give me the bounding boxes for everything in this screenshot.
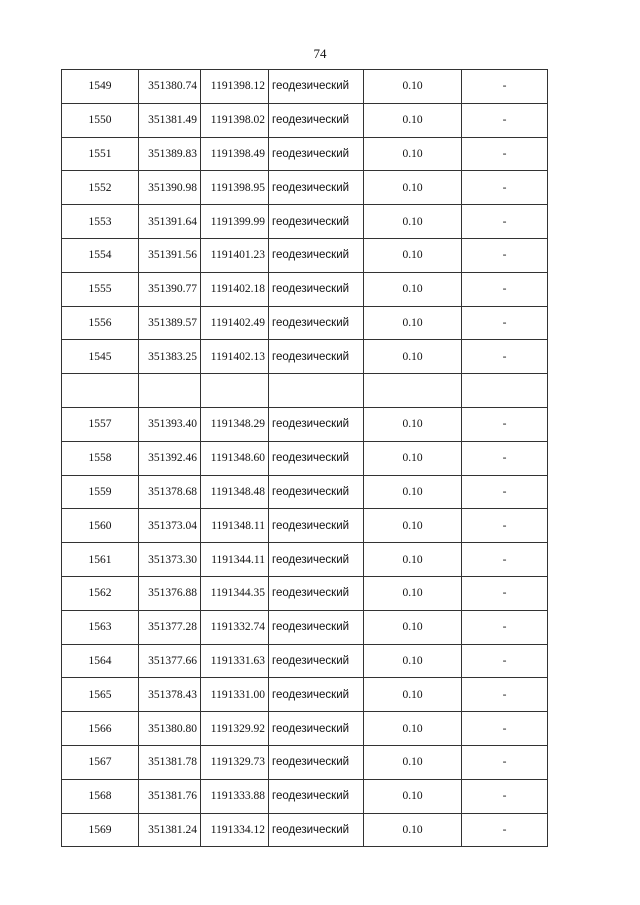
table-row <box>62 238 548 272</box>
error-cell: 0.10 <box>364 137 462 171</box>
y-coordinate-cell: 1191344.35 <box>201 576 269 610</box>
x-coordinate-cell: 351391.64 <box>139 205 201 239</box>
method-cell: геодезический <box>269 238 364 272</box>
method-cell: геодезический <box>269 779 364 813</box>
x-coordinate-cell: 351376.88 <box>139 576 201 610</box>
error-cell: 0.10 <box>364 712 462 746</box>
note-cell: - <box>462 779 548 813</box>
y-coordinate-cell: 1191348.11 <box>201 509 269 543</box>
note-cell: - <box>462 103 548 137</box>
method-cell: геодезический <box>269 306 364 340</box>
point-number-cell: 1560 <box>62 509 139 543</box>
y-coordinate-cell: 1191398.02 <box>201 103 269 137</box>
error-cell: 0.10 <box>364 576 462 610</box>
point-number-cell: 1550 <box>62 103 139 137</box>
y-coordinate-cell: 1191398.12 <box>201 70 269 104</box>
error-cell: 0.10 <box>364 678 462 712</box>
table-row <box>62 813 548 847</box>
error-cell <box>364 374 462 408</box>
x-coordinate-cell: 351383.25 <box>139 340 201 374</box>
error-cell: 0.10 <box>364 509 462 543</box>
table-row <box>62 441 548 475</box>
note-cell: - <box>462 205 548 239</box>
method-cell: геодезический <box>269 678 364 712</box>
x-coordinate-cell: 351380.80 <box>139 712 201 746</box>
table-row <box>62 205 548 239</box>
table-row <box>62 712 548 746</box>
note-cell: - <box>462 644 548 678</box>
error-cell: 0.10 <box>364 543 462 577</box>
point-number-cell: 1566 <box>62 712 139 746</box>
point-number-cell: 1552 <box>62 171 139 205</box>
y-coordinate-cell: 1191333.88 <box>201 779 269 813</box>
method-cell: геодезический <box>269 745 364 779</box>
x-coordinate-cell: 351373.30 <box>139 543 201 577</box>
error-cell: 0.10 <box>364 272 462 306</box>
y-coordinate-cell: 1191331.63 <box>201 644 269 678</box>
note-cell: - <box>462 745 548 779</box>
method-cell: геодезический <box>269 340 364 374</box>
error-cell: 0.10 <box>364 745 462 779</box>
error-cell: 0.10 <box>364 171 462 205</box>
y-coordinate-cell: 1191329.92 <box>201 712 269 746</box>
x-coordinate-cell: 351390.98 <box>139 171 201 205</box>
y-coordinate-cell: 1191348.29 <box>201 407 269 441</box>
table-row <box>62 340 548 374</box>
point-number-cell: 1553 <box>62 205 139 239</box>
point-number-cell: 1557 <box>62 407 139 441</box>
table-row <box>62 171 548 205</box>
note-cell: - <box>462 441 548 475</box>
point-number-cell: 1559 <box>62 475 139 509</box>
method-cell: геодезический <box>269 610 364 644</box>
note-cell: - <box>462 171 548 205</box>
method-cell: геодезический <box>269 441 364 475</box>
method-cell: геодезический <box>269 205 364 239</box>
error-cell: 0.10 <box>364 407 462 441</box>
method-cell <box>269 374 364 408</box>
error-cell: 0.10 <box>364 813 462 847</box>
note-cell: - <box>462 509 548 543</box>
point-number-cell: 1551 <box>62 137 139 171</box>
table-row <box>62 407 548 441</box>
point-number-cell: 1556 <box>62 306 139 340</box>
error-cell: 0.10 <box>364 70 462 104</box>
y-coordinate-cell: 1191398.49 <box>201 137 269 171</box>
table-row <box>62 272 548 306</box>
note-cell: - <box>462 306 548 340</box>
x-coordinate-cell: 351393.40 <box>139 407 201 441</box>
point-number-cell: 1558 <box>62 441 139 475</box>
method-cell: геодезический <box>269 407 364 441</box>
table-row <box>62 644 548 678</box>
table-row <box>62 509 548 543</box>
point-number-cell: 1549 <box>62 70 139 104</box>
point-number-cell: 1555 <box>62 272 139 306</box>
y-coordinate-cell: 1191348.60 <box>201 441 269 475</box>
x-coordinate-cell: 351392.46 <box>139 441 201 475</box>
point-number-cell: 1565 <box>62 678 139 712</box>
y-coordinate-cell: 1191399.99 <box>201 205 269 239</box>
note-cell: - <box>462 70 548 104</box>
y-coordinate-cell: 1191398.95 <box>201 171 269 205</box>
x-coordinate-cell: 351381.76 <box>139 779 201 813</box>
y-coordinate-cell: 1191402.13 <box>201 340 269 374</box>
note-cell: - <box>462 407 548 441</box>
note-cell: - <box>462 475 548 509</box>
table-row <box>62 475 548 509</box>
x-coordinate-cell: 351380.74 <box>139 70 201 104</box>
method-cell: геодезический <box>269 543 364 577</box>
point-number-cell: 1568 <box>62 779 139 813</box>
point-number-cell <box>62 374 139 408</box>
x-coordinate-cell: 351381.78 <box>139 745 201 779</box>
note-cell: - <box>462 272 548 306</box>
table-row <box>62 779 548 813</box>
x-coordinate-cell: 351391.56 <box>139 238 201 272</box>
table-row <box>62 678 548 712</box>
y-coordinate-cell: 1191402.49 <box>201 306 269 340</box>
method-cell: геодезический <box>269 644 364 678</box>
page-number: 74 <box>313 46 327 61</box>
x-coordinate-cell: 351373.04 <box>139 509 201 543</box>
method-cell: геодезический <box>269 712 364 746</box>
x-coordinate-cell: 351381.49 <box>139 103 201 137</box>
table-row <box>62 306 548 340</box>
x-coordinate-cell: 351389.83 <box>139 137 201 171</box>
point-number-cell: 1563 <box>62 610 139 644</box>
note-cell: - <box>462 813 548 847</box>
point-number-cell: 1561 <box>62 543 139 577</box>
note-cell <box>462 374 548 408</box>
method-cell: геодезический <box>269 103 364 137</box>
note-cell: - <box>462 543 548 577</box>
table-row <box>62 374 548 408</box>
note-cell: - <box>462 610 548 644</box>
y-coordinate-cell: 1191332.74 <box>201 610 269 644</box>
point-number-cell: 1545 <box>62 340 139 374</box>
error-cell: 0.10 <box>364 779 462 813</box>
coordinates-table <box>61 69 548 847</box>
table-row <box>62 137 548 171</box>
table-row <box>62 543 548 577</box>
y-coordinate-cell: 1191334.12 <box>201 813 269 847</box>
point-number-cell: 1569 <box>62 813 139 847</box>
method-cell: геодезический <box>269 509 364 543</box>
method-cell: геодезический <box>269 137 364 171</box>
y-coordinate-cell: 1191329.73 <box>201 745 269 779</box>
method-cell: геодезический <box>269 171 364 205</box>
method-cell: геодезический <box>269 272 364 306</box>
method-cell: геодезический <box>269 475 364 509</box>
x-coordinate-cell: 351377.66 <box>139 644 201 678</box>
table-row <box>62 103 548 137</box>
note-cell: - <box>462 340 548 374</box>
x-coordinate-cell: 351378.43 <box>139 678 201 712</box>
error-cell: 0.10 <box>364 306 462 340</box>
table-row <box>62 610 548 644</box>
note-cell: - <box>462 238 548 272</box>
method-cell: геодезический <box>269 70 364 104</box>
y-coordinate-cell: 1191402.18 <box>201 272 269 306</box>
error-cell: 0.10 <box>364 475 462 509</box>
y-coordinate-cell <box>201 374 269 408</box>
y-coordinate-cell: 1191401.23 <box>201 238 269 272</box>
note-cell: - <box>462 576 548 610</box>
point-number-cell: 1567 <box>62 745 139 779</box>
table-row <box>62 576 548 610</box>
method-cell: геодезический <box>269 813 364 847</box>
note-cell: - <box>462 678 548 712</box>
y-coordinate-cell: 1191331.00 <box>201 678 269 712</box>
y-coordinate-cell: 1191344.11 <box>201 543 269 577</box>
point-number-cell: 1554 <box>62 238 139 272</box>
error-cell: 0.10 <box>364 205 462 239</box>
x-coordinate-cell: 351377.28 <box>139 610 201 644</box>
x-coordinate-cell: 351390.77 <box>139 272 201 306</box>
point-number-cell: 1562 <box>62 576 139 610</box>
method-cell: геодезический <box>269 576 364 610</box>
error-cell: 0.10 <box>364 644 462 678</box>
point-number-cell: 1564 <box>62 644 139 678</box>
error-cell: 0.10 <box>364 610 462 644</box>
table-row <box>62 70 548 104</box>
error-cell: 0.10 <box>364 238 462 272</box>
note-cell: - <box>462 712 548 746</box>
x-coordinate-cell: 351381.24 <box>139 813 201 847</box>
note-cell: - <box>462 137 548 171</box>
coordinates-table-body <box>62 70 548 847</box>
error-cell: 0.10 <box>364 103 462 137</box>
x-coordinate-cell: 351389.57 <box>139 306 201 340</box>
x-coordinate-cell: 351378.68 <box>139 475 201 509</box>
error-cell: 0.10 <box>364 441 462 475</box>
x-coordinate-cell <box>139 374 201 408</box>
error-cell: 0.10 <box>364 340 462 374</box>
table-row <box>62 745 548 779</box>
y-coordinate-cell: 1191348.48 <box>201 475 269 509</box>
